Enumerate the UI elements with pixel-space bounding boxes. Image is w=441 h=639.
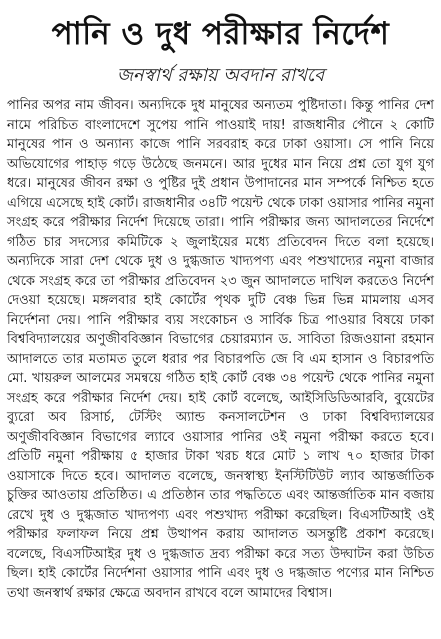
headline: পানি ও দুধ পরীক্ষার নির্দেশ [51,16,390,52]
article-body [0,96,441,603]
subheadline: জনস্বার্থ রক্ষায় অবদান রাখবে [116,65,325,86]
article-text: পানির অপর নাম জীবন। অন্যদিকে দুধ মানুষের অন্যতম পুষ্টিদাতা। কিন্তু পানির দেশ নামে পরিচিত বাংলাদেশে সুপেয় পানি পাওয়াই দায়! রাজধানীর পৌনে ২ কোটি মানুষের পান ও অন্যান্য কাজে পানি সরবরাহ করে ঢাকা ওয়াসা। সে পানি নিয়ে অভিযোগের পাহাড় গড়ে উঠেছে জনমনে। আর দুধের মান নিয়ে প্রশ্ন তো যুগ যুগ ধরে। মানুষের জীবন রক্ষা ও পুষ্টির দুই প্রধান উপাদানের মান সম্পর্কে নিশ্চিত হতে এগিয়ে এসেছে হাই কোর্ট। রাজধানীর ৩৪টি পয়েন্ট থেকে ঢাকা ওয়াসার পানির নমুনা সংগ্রহ করে পরীক্ষার নির্দেশ দিয়েছে তারা। পানি পরীক্ষার জন্য আদালতের নির্দেশে গঠিত চার সদস্যের কমিটিকে ২ জুলাইয়ের মধ্যে প্রতিবেদন দিতে বলা হয়েছে। অন্যদিকে সারা দেশ থেকে দুধ ও দুগ্ধজাত খাদ্যপণ্য এবং পশুখাদ্যের নমুনা বাজার থেকে সংগ্রহ করে তা পরীক্ষার প্রতিবেদন ২৩ জুন আদালতে দাখিল করতেও নির্দেশ দেওয়া হয়েছে। মঙ্গলবার হাই কোর্টের পৃথক দুটি বেঞ্চ ভিন্ন ভিন্ন মামলায় এসব নির্দেশনা দেয়। পানি পরীক্ষার ব্যয় সংকোচন ও সার্বিক চিত্র পাওয়ার বিষয়ে ঢাকা বিশ্ববিদ্যালয়ের অণুজীববিজ্ঞান বিভাগের চেয়ারম্যান ড. সাবিতা রিজওয়ানা রহমান আদালতে তার মতামত তুলে ধরার পর বিচারপতি জে বি এম হাসান ও বিচারপতি মো. খায়রুল আলমের সমন্বয়ে গঠিত হাই কোর্ট বেঞ্চ ৩৪ পয়েন্ট থেকে পানির নমুনা সংগ্রহ করে পরীক্ষার নির্দেশ দেয়। হাই কোর্ট বলেছে, আইসিডিডিআরবি, বুয়েটের ব্যুরো অব রিসার্চ, টেস্টিং অ্যান্ড কনসালটেশন ও ঢাকা বিশ্ববিদ্যালয়ের অণুজীববিজ্ঞান বিভাগের ল্যাবে ওয়াসার পানির ওই নমুনা পরীক্ষা করতে হবে। প্রতিটি নমুনা পরীক্ষায় ৫ হাজার টাকা খরচ ধরে মোট ১ লাখ ৭০ হাজার টাকা ওয়াসাকে দিতে হবে। আদালত বলেছে, জনস্বাস্থ্য ইনস্টিটিউট ল্যাব আন্তর্জাতিক চুক্তির আওতায় প্রতিষ্ঠিত। এ প্রতিষ্ঠান তার পদ্ধতিতে এবং আন্তর্জাতিক মান বজায় রেখে দুধ ও দুগ্ধজাত খাদ্যপণ্য এবং পশুখাদ্য পরীক্ষা করেছিল। বিএসটিআই ওই পরীক্ষার ফলাফল নিয়ে প্রশ্ন উত্থাপন করায় আদালত অসন্তুষ্টি প্রকাশ করেছে। বলেছে, বিএসটিআইর দুধ ও দুগ্ধজাত দ্রব্য পরীক্ষা করে সত্য উদ্ঘাটন করা উচিত ছিল। হাই কোর্টের নির্দেশনা ওয়াসার পানি এবং দুধ ও দগ্ধজাত পণ্যের মান নিশ্চিত তথা জনস্বার্থ রক্ষার ক্ষেত্রে অবদান রাখবে বলে আমাদের বিশ্বাস। [7,98,434,601]
